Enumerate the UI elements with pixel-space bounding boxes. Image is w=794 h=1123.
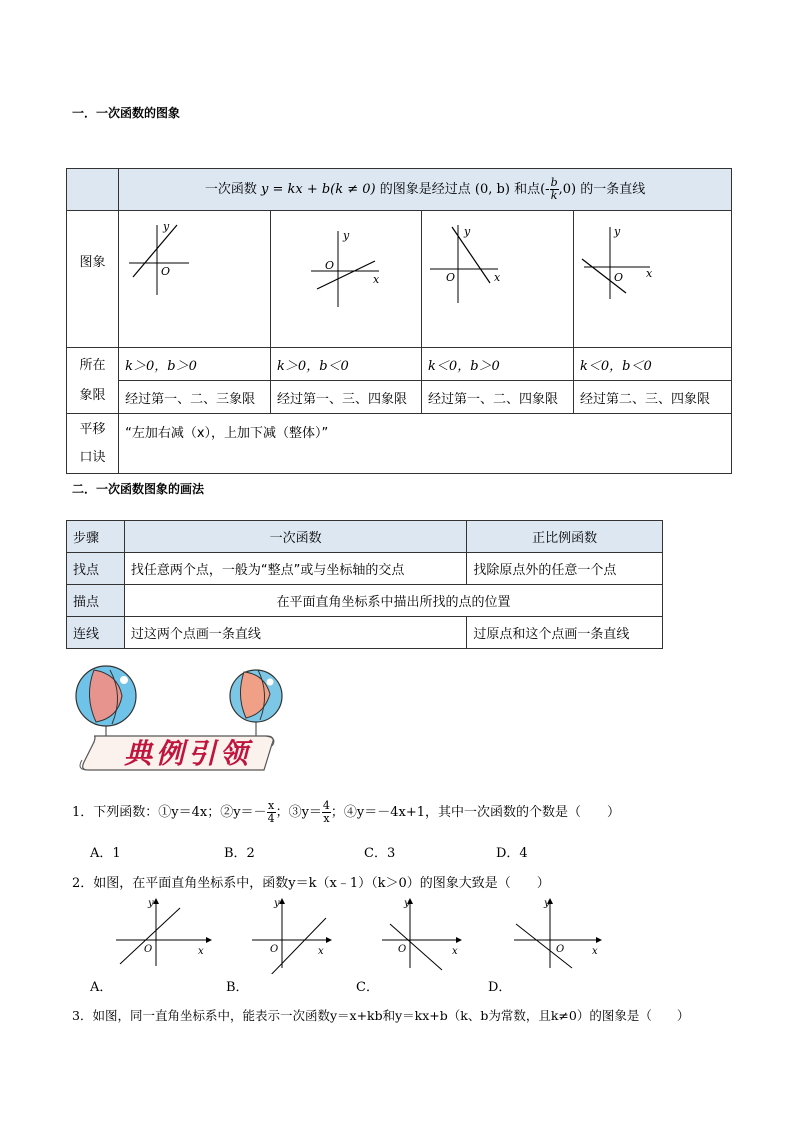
graph-kneg-bneg bbox=[574, 211, 730, 343]
origin-label: O bbox=[556, 944, 565, 955]
section2-heading: 二．一次函数图象的画法 bbox=[72, 482, 205, 496]
axis-x-label: x bbox=[494, 271, 501, 284]
axis-y-label: y bbox=[148, 898, 154, 909]
graph-kpos-bneg bbox=[271, 211, 421, 343]
q2-option-c[interactable]: C． bbox=[356, 980, 379, 995]
q1-frac2-denominator: x bbox=[323, 812, 330, 825]
axis-x-label: x bbox=[646, 267, 653, 280]
table-header-definition bbox=[119, 169, 732, 211]
condition-4: k＜0，b＜0 bbox=[574, 348, 732, 381]
quadrant-label-line1: 所在 bbox=[79, 357, 106, 373]
axis-y-label: y bbox=[163, 220, 170, 233]
condition-1: k＞0，b＞0 bbox=[119, 348, 271, 381]
q1-option-c[interactable]: C．3 bbox=[364, 846, 396, 861]
question-3: 3．如图，同一直角坐标系中，能表示一次函数y＝x+kb和y＝kx+b（k、b为常数，且k≠0）的图象是（ ） bbox=[72, 1008, 690, 1023]
section1-heading: 一．一次函数的图象 bbox=[72, 106, 181, 120]
header-point2-prefix: (- bbox=[540, 182, 550, 197]
step-plot-points: 描点 bbox=[67, 585, 125, 617]
origin-label: O bbox=[614, 271, 624, 284]
q1-option-d[interactable]: D．4 bbox=[496, 846, 528, 861]
col-step-header: 步骤 bbox=[67, 521, 125, 553]
connect-proportional: 过原点和这个点画一条直线 bbox=[467, 617, 663, 649]
q2-option-b[interactable]: B． bbox=[226, 980, 249, 995]
axis-y-label: y bbox=[274, 898, 280, 909]
axis-x-label: x bbox=[592, 946, 598, 957]
find-points-linear: 找任意两个点，一般为“整点”或与坐标轴的交点 bbox=[124, 553, 466, 585]
header-empty-cell bbox=[67, 169, 119, 211]
graph-kneg-bpos bbox=[422, 211, 572, 343]
header-point: (0, b) bbox=[474, 182, 510, 197]
q1-frac2-numerator: 4 bbox=[322, 799, 330, 812]
condition-2: k＞0，b＜0 bbox=[271, 348, 422, 381]
q2-graph-b bbox=[246, 894, 356, 974]
question-2: 2．如图，在平面直角坐标系中，函数y＝k（x﹣1）（k＞0）的图象大致是（ ） bbox=[72, 876, 550, 891]
q1-frac1-numerator: x bbox=[267, 799, 275, 812]
header-frac-numerator: b bbox=[550, 176, 558, 189]
header-text-prefix: 一次函数 bbox=[204, 182, 257, 197]
connect-linear: 过这两个点画一条直线 bbox=[124, 617, 466, 649]
row-label-graph: 图象 bbox=[67, 211, 119, 348]
header-text-mid: 的图象是经过点 bbox=[379, 182, 471, 197]
graph-cell-2 bbox=[271, 211, 422, 348]
quadrant-1: 经过第一、二、三象限 bbox=[119, 381, 271, 414]
q1-option-a[interactable]: A．1 bbox=[90, 846, 121, 861]
row-label-shift bbox=[67, 414, 119, 474]
axis-x-label: x bbox=[452, 946, 458, 957]
linear-function-graph-table bbox=[66, 168, 732, 474]
example-banner bbox=[66, 660, 296, 780]
quadrant-3: 经过第一、二、四象限 bbox=[422, 381, 574, 414]
origin-label: O bbox=[325, 259, 335, 272]
origin-label: O bbox=[144, 944, 153, 955]
graph-kpos-bpos bbox=[119, 211, 269, 343]
shift-rule-text: “左加右减（x），上加下减（整体）” bbox=[119, 414, 732, 474]
origin-label: O bbox=[446, 271, 456, 284]
origin-label: O bbox=[398, 944, 407, 955]
step-find-points: 找点 bbox=[67, 553, 125, 585]
step-connect-line: 连线 bbox=[67, 617, 125, 649]
quadrant-4: 经过第二、三、四象限 bbox=[574, 381, 732, 414]
row-label-quadrant bbox=[67, 348, 119, 414]
q2-graph-a bbox=[110, 894, 220, 974]
axis-x-label: x bbox=[318, 946, 324, 957]
quadrant-label-line2: 象限 bbox=[79, 387, 106, 403]
header-text-and: 和点 bbox=[514, 182, 541, 197]
q1-text-start: 1．下列函数：①y＝4x；②y＝－ bbox=[72, 805, 267, 820]
header-frac-denominator: k bbox=[550, 189, 558, 202]
axis-y-label: y bbox=[544, 898, 550, 909]
col-proportional-header: 正比例函数 bbox=[467, 521, 663, 553]
axis-x-label: x bbox=[373, 273, 380, 286]
plot-points-text: 在平面直角坐标系中描出所找的点的位置 bbox=[124, 585, 662, 617]
shift-label-line2: 口诀 bbox=[79, 449, 106, 465]
q2-graph-d bbox=[508, 894, 618, 974]
q1-option-b[interactable]: B．2 bbox=[224, 846, 255, 861]
q2-option-d[interactable]: D． bbox=[488, 980, 512, 995]
q2-option-a[interactable]: A． bbox=[90, 980, 113, 995]
find-points-proportional: 找除原点外的任意一个点 bbox=[467, 553, 663, 585]
axis-y-label: y bbox=[614, 225, 621, 238]
q1-frac1-denominator: 4 bbox=[267, 812, 275, 825]
graph-cell-3 bbox=[422, 211, 574, 348]
quadrant-2: 经过第一、三、四象限 bbox=[271, 381, 422, 414]
shift-label-line1: 平移 bbox=[79, 421, 106, 437]
question-1 bbox=[72, 800, 620, 825]
banner-title: 典例引领 bbox=[124, 737, 253, 770]
header-text-suffix: 的一条直线 bbox=[580, 182, 646, 197]
origin-label: O bbox=[270, 944, 279, 955]
axis-y-label: y bbox=[404, 898, 410, 909]
q1-text-mid: ；③y＝ bbox=[275, 805, 322, 820]
condition-3: k＜0，b＞0 bbox=[422, 348, 574, 381]
axis-x-label: x bbox=[198, 946, 204, 957]
axis-y-label: y bbox=[464, 225, 471, 238]
header-point2-suffix: ,0) bbox=[558, 182, 577, 197]
graph-cell-1 bbox=[119, 211, 271, 348]
origin-label: O bbox=[161, 265, 171, 278]
axis-y-label: y bbox=[343, 229, 350, 242]
graph-cell-4 bbox=[574, 211, 732, 348]
q1-text-end: ；④y＝－4x+1，其中一次函数的个数是（ ） bbox=[330, 805, 621, 820]
q2-graph-c bbox=[376, 894, 486, 974]
graph-drawing-steps-table bbox=[66, 520, 663, 649]
header-formula: y = kx + b(k ≠ 0) bbox=[260, 182, 376, 197]
col-linear-header: 一次函数 bbox=[124, 521, 466, 553]
